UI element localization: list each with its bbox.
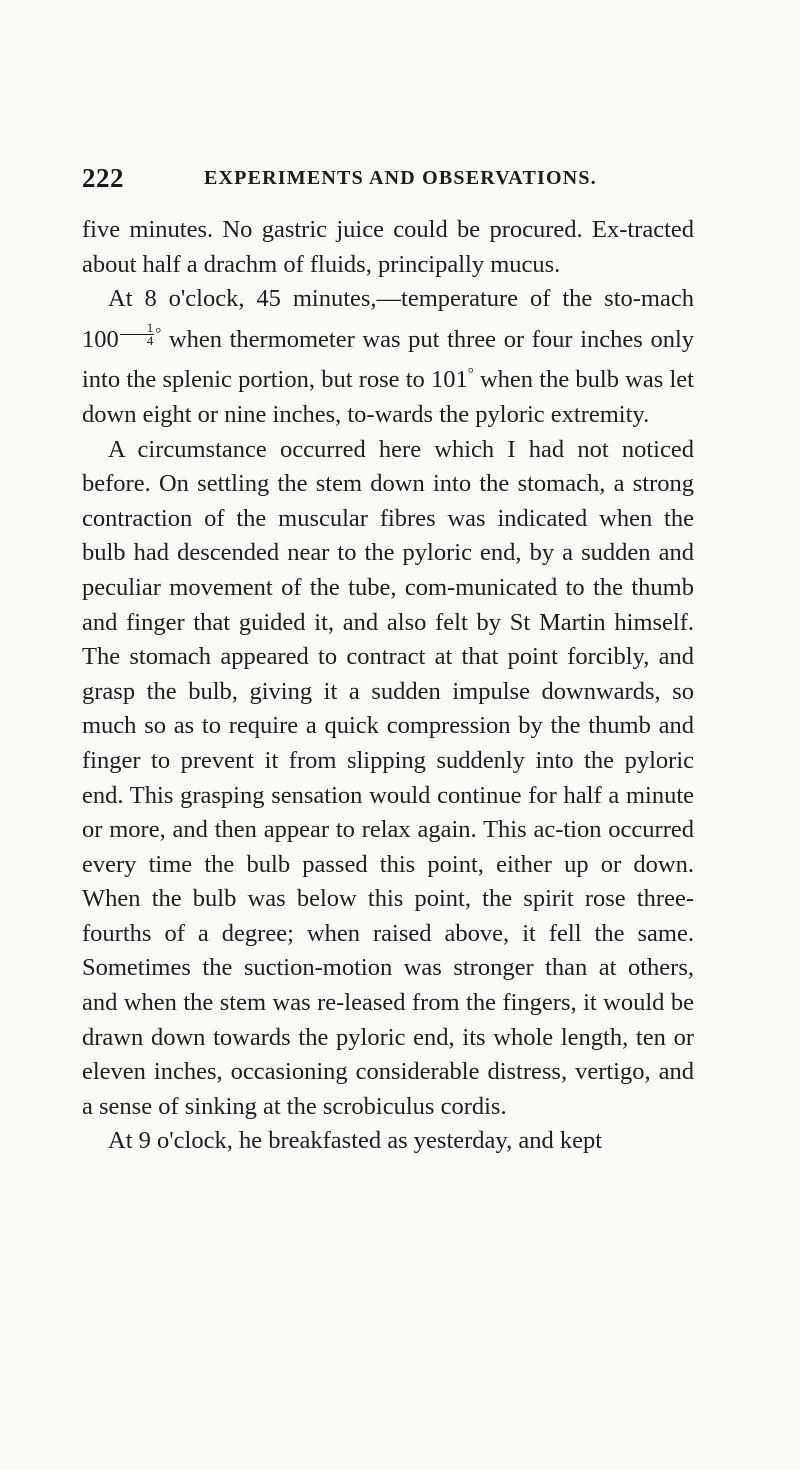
- paragraph-text: At 8 o'clock, 45 minutes,—temperature of the sto-mach 100: [82, 285, 694, 353]
- page-header: [82, 163, 682, 193]
- page-number: 222: [82, 163, 124, 193]
- fraction-numerator: 1: [120, 322, 155, 335]
- paragraph-circumstance: A circumstance occurred here which I had not noticed before. On settling the stem down into the stomach, a strong contraction of the muscular fibres was indicated when the bulb had descended near to the pyloric end, by a sudden and peculiar movement of the tube, com-municated to the thumb and finger that guided it, and also felt by St Martin himself. The stomach appeared to contract at that point forcibly, and grasp the bulb, giving it a sudden impulse downwards, so much so as to require a quick compression by the thumb and finger to prevent it from slipping suddenly into the pyloric end. This grasping sensation would continue for half a minute or more, and then appear to relax again. This ac-tion occurred every time the bulb passed this point, either up or down. When the bulb was below this point, the spirit rose three-fourths of a degree; when raised above, it fell the same. Sometimes the suction-motion was stronger than at others, and when the stem was re-leased from the fingers, it would be drawn down towards the pyloric end, its whole length, ten or eleven inches, occasioning considerable distress, vertigo, and a sense of sinking at the scrobiculus cordis.: [82, 435, 694, 1120]
- fraction-denominator: 4: [146, 332, 154, 348]
- paragraph-breakfast: At 9 o'clock, he breakfasted as yesterday, and kept: [108, 1127, 602, 1155]
- paragraph-temperature: [82, 282, 694, 432]
- paragraph-text: when the bulb was let down eight or nine inches, to-wards the pyloric extremity.: [82, 366, 694, 428]
- running-head: EXPERIMENTS AND OBSERVATIONS.: [204, 167, 597, 189]
- fraction: [120, 319, 155, 348]
- degree-sign: °: [467, 366, 474, 383]
- degree-sign: °: [155, 325, 162, 342]
- body-text: [82, 213, 694, 1159]
- paragraph-text: when thermometer was put three or four inches only into the splenic portion, but rose to 101: [82, 325, 694, 394]
- paragraph-continued: five minutes. No gastric juice could be procured. Ex-tracted about half a drachm of fluids, principally mucus.: [82, 216, 694, 278]
